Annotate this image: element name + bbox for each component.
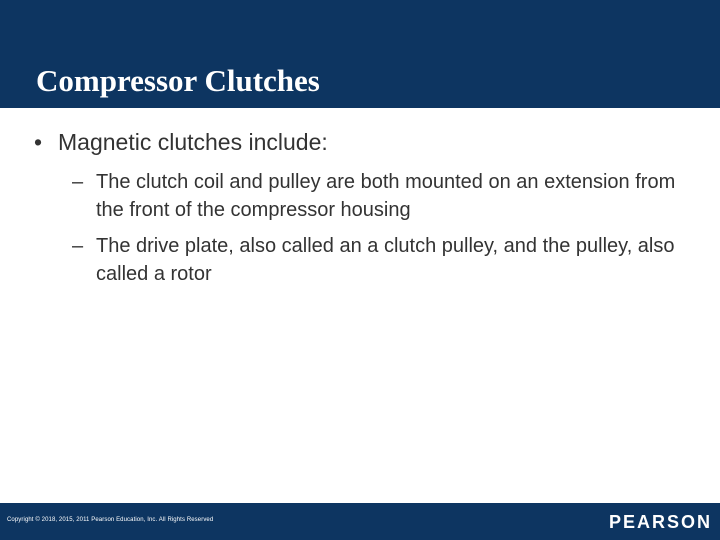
bullet-text: Magnetic clutches include: <box>58 129 328 155</box>
slide-title: Compressor Clutches <box>36 63 320 98</box>
sub-bullet-text: The clutch coil and pulley are both mounted on an extension from the front of the compressor housing <box>96 171 676 221</box>
sub-bullet-item <box>72 232 692 288</box>
pearson-logo: PEARSON <box>608 512 712 532</box>
footer-bar <box>0 503 720 540</box>
bullet-marker: • <box>34 129 43 155</box>
sub-bullet-item <box>72 168 692 224</box>
sub-bullet-marker: – <box>72 235 84 257</box>
sub-bullet-text: The drive plate, also called an a clutch pulley, and the pulley, also called a rotor <box>96 235 675 285</box>
copyright-notice: Copyright © 2018, 2015, 2011 Pearson Education, Inc. All Rights Reserved <box>7 517 214 523</box>
bullet-item <box>34 127 328 157</box>
sub-bullet-marker: – <box>72 171 84 193</box>
